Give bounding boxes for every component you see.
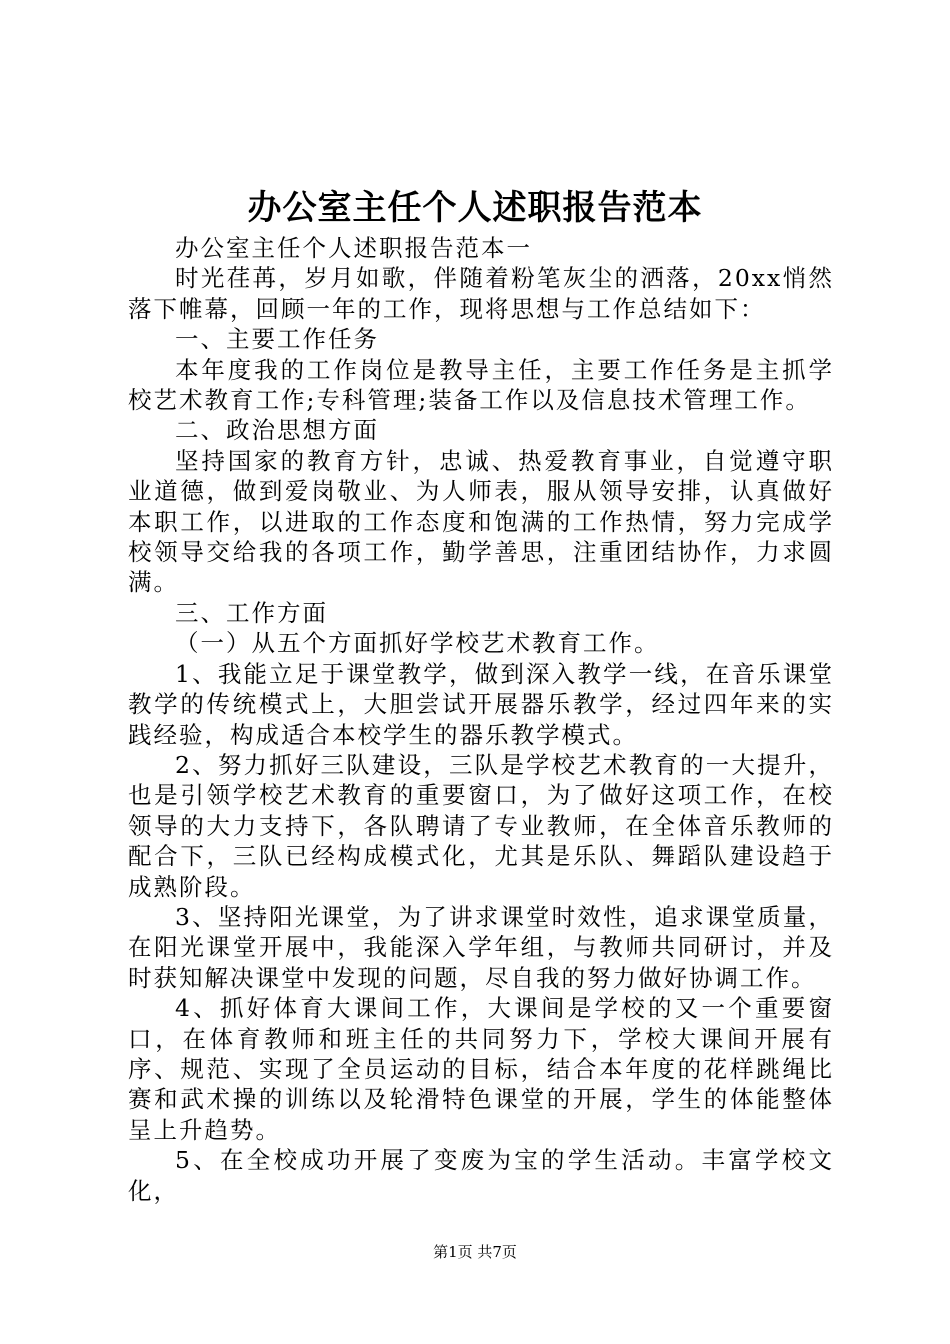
paragraph: 时光荏苒，岁月如歌，伴随着粉笔灰尘的洒落，20xx悄然落下帷幕，回顾一年的工作，现将思想与工作总结如下： (128, 264, 834, 323)
section-heading: 三、工作方面 (175, 598, 328, 627)
paragraph: 4、抓好体育大课间工作，大课间是学校的又一个重要窗口，在体育教师和班主任的共同努力下，学校大课间开展有序、规范、实现了全员运动的目标，结合本年度的花样跳绳比赛和武术操的训练以及轮滑特色课堂的开展，学生的体能整体呈上升趋势。 (128, 994, 834, 1144)
paragraph: 本年度我的工作岗位是教导主任，主要工作任务是主抓学校艺术教育工作;专科管理;装备工作以及信息技术管理工作。 (128, 355, 834, 415)
section-heading: 二、政治思想方面 (175, 416, 379, 445)
sub-heading: （一）从五个方面抓好学校艺术教育工作。 (175, 629, 660, 658)
paragraph: 5、在全校成功开展了变废为宝的学生活动。丰富学校文化， (128, 1146, 834, 1205)
paragraph: 3、坚持阳光课堂，为了讲求课堂时效性，追求课堂质量，在阳光课堂开展中，我能深入学年组，与教师共同研讨，并及时获知解决课堂中发现的问题，尽自我的努力做好协调工作。 (128, 902, 834, 992)
page-number-footer: 第1页 共7页 (433, 1243, 517, 1261)
paragraph: 2、努力抓好三队建设，三队是学校艺术教育的一大提升，也是引领学校艺术教育的重要窗口，为了做好这项工作，在校领导的大力支持下，各队聘请了专业教师，在全体音乐教师的配合下，三队已经构成模式化，尤其是乐队、舞蹈队建设趋于成熟阶段。 (128, 750, 834, 901)
paragraph: 1、我能立足于课堂教学，做到深入教学一线，在音乐课堂教学的传统模式上，大胆尝试开展器乐教学，经过四年来的实践经验，构成适合本校学生的器乐教学模式。 (128, 659, 834, 749)
document-body (128, 233, 834, 1206)
paragraph: 坚持国家的教育方针，忠诚、热爱教育事业，自觉遵守职业道德，做到爱岗敬业、为人师表，服从领导安排，认真做好本职工作，以进取的工作态度和饱满的工作热情，努力完成学校领导交给我的各项工作，勤学善思，注重团结协作，力求圆满。 (128, 446, 834, 597)
paragraph: 办公室主任个人述职报告范本一 (175, 234, 532, 262)
document-title: 办公室主任个人述职报告范本 (247, 188, 703, 228)
section-heading: 一、主要工作任务 (175, 325, 379, 354)
